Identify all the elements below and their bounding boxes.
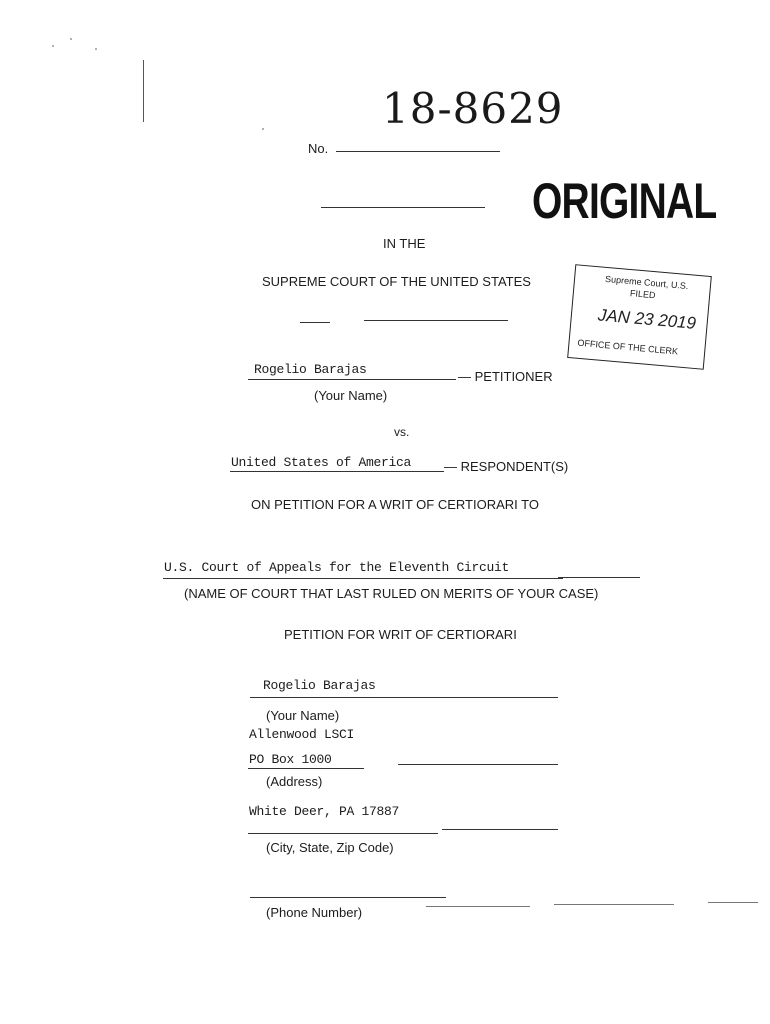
filer-city-underline: [248, 833, 438, 834]
filer-phone-caption: (Phone Number): [266, 905, 363, 920]
blank-line: [426, 906, 530, 907]
docket-underline: [336, 151, 500, 152]
lower-court-caption: (NAME OF COURT THAT LAST RULED ON MERITS OF YOUR CASE): [184, 586, 599, 601]
original-stamp: ORIGINAL: [532, 173, 717, 229]
blank-line: [708, 902, 758, 903]
filer-city-caption: (City, State, Zip Code): [266, 840, 394, 855]
scan-speck: [262, 128, 264, 130]
filed-stamp: [567, 264, 712, 370]
respondent-underline: [230, 471, 444, 472]
versus-label: vs.: [394, 425, 410, 439]
stamp-filed: FILED: [629, 288, 656, 301]
petitioner-underline: [248, 379, 456, 380]
court-heading: SUPREME COURT OF THE UNITED STATES: [262, 274, 531, 289]
lower-court-name: U.S. Court of Appeals for the Eleventh Circuit: [164, 560, 510, 575]
petition-to-heading: ON PETITION FOR A WRIT OF CERTIORARI TO: [251, 497, 539, 512]
scan-speck: [95, 48, 97, 50]
filer-name-underline: [250, 697, 558, 698]
petitioner-name: Rogelio Barajas: [254, 362, 367, 377]
scan-speck: [70, 38, 72, 40]
phone-underline: [250, 897, 446, 898]
lower-court-underline: [163, 578, 563, 579]
petition-title: PETITION FOR WRIT OF CERTIORARI: [284, 627, 517, 642]
in-the-label: IN THE: [383, 236, 426, 251]
blank-line: [442, 829, 558, 830]
lower-court-underline-ext: [558, 577, 640, 578]
filer-city-state-zip: White Deer, PA 17887: [249, 804, 400, 819]
docket-no-label: No.: [308, 141, 329, 156]
filer-address-caption: (Address): [266, 774, 323, 789]
blank-line: [398, 764, 558, 765]
petitioner-role: — PETITIONER: [458, 369, 553, 384]
respondent-name: United States of America: [231, 455, 412, 470]
stamp-office: OFFICE OF THE CLERK: [577, 337, 679, 357]
filer-address-line1: Allenwood LSCI: [249, 727, 355, 742]
respondent-role: — RESPONDENT(S): [444, 459, 569, 474]
blank-line: [300, 322, 330, 323]
stamp-court: Supreme Court, U.S.: [604, 273, 689, 292]
petitioner-caption: (Your Name): [314, 388, 388, 403]
scan-margin-mark: [143, 60, 144, 122]
filer-address-underline: [248, 768, 364, 769]
stamp-date: JAN 23 2019: [597, 305, 697, 333]
scan-speck: [52, 45, 54, 47]
docket-number: 18-8629: [382, 84, 564, 133]
blank-line: [321, 207, 485, 208]
filer-name: Rogelio Barajas: [263, 678, 376, 693]
blank-line: [554, 904, 674, 905]
blank-line: [364, 320, 508, 321]
filer-address-line2: PO Box 1000: [249, 752, 332, 767]
filer-name-caption: (Your Name): [266, 708, 340, 723]
